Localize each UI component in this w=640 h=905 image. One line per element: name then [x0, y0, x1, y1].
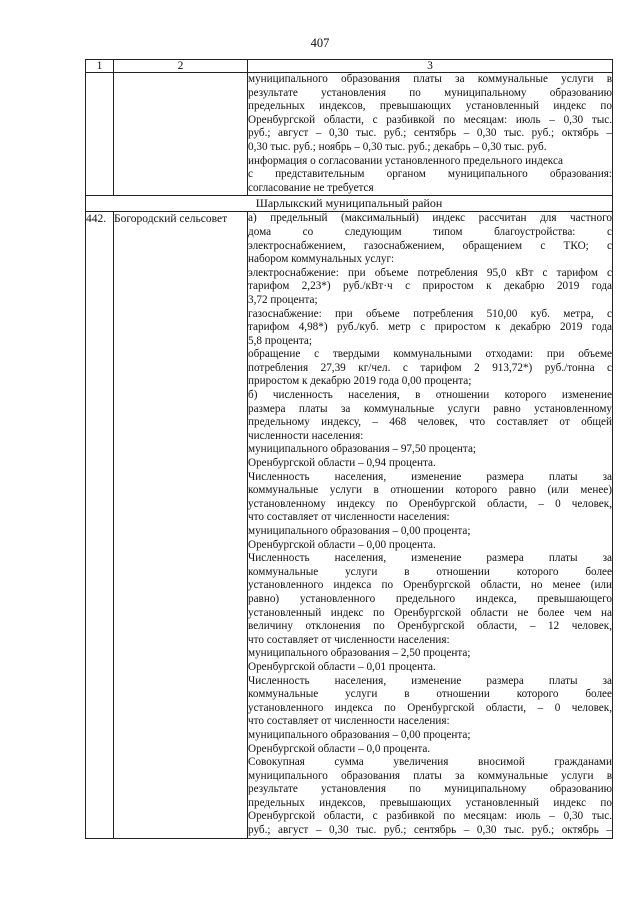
text-line: установленному индексу по Оренбургской области, – 0 человек, [248, 497, 612, 510]
text-line: согласование не требуется [248, 181, 374, 194]
text-line: размера платы за коммунальные услуги равно установленному [248, 402, 612, 415]
text-line: муниципального образования платы за коммунальные услуги в [248, 73, 612, 85]
text-line: предельных индексов, превышающих установленный индекс по [248, 100, 612, 113]
text-line: Численность населения, изменение размера платы за [248, 674, 612, 687]
text-line: Оренбургской области – 0,0 процента. [248, 742, 431, 755]
text-line: Оренбургской области, с разбивкой по месяцам: июль – 0,30 тыс. [248, 810, 612, 823]
text-line: что составляет от численности населения: [248, 633, 450, 646]
text-line: обращение с твердыми коммунальными отходами: при объеме [248, 348, 612, 361]
text-line: Совокупная сумма увеличения вносимой гражданами [248, 756, 612, 769]
data-table [85, 59, 613, 839]
text-line: Оренбургской области – 0,00 процента. [248, 538, 436, 551]
header-row [86, 60, 613, 73]
entry-name: Богородский сельсовет [114, 212, 248, 838]
text-line: равно) установленного предельного индекса, превышающего [248, 592, 612, 605]
text-line: 0,30 тыс. руб.; ноябрь – 0,30 тыс. руб.; декабрь – 0,30 тыс. руб. [248, 140, 547, 153]
text-line: с представительным органом муниципального образования: [248, 168, 612, 181]
text-line: величину отклонения по Оренбургской области, – 12 человек, [248, 620, 612, 633]
text-line: Оренбургской области – 0,01 процента. [248, 660, 436, 673]
text-line: Численность населения, изменение размера платы за [248, 470, 612, 483]
text-line: Численность населения, изменение размера платы за [248, 552, 612, 565]
district-row [86, 196, 613, 212]
text-line: результате установления по муниципальному образованию [248, 783, 612, 796]
entry-number: 442. [86, 212, 114, 838]
text-line: электроснабжением, газоснабжением, обращением с ТКО; с [248, 239, 612, 252]
text-line: муниципального образования платы за коммунальные услуги в [248, 769, 612, 782]
text-line: дома со следующим типом благоустройства: с [248, 225, 612, 238]
text-line: б) численность населения, в отношении которого изменение [248, 389, 612, 402]
text-line: потребления 27,39 кг/чел. с тарифом 2 913,72*) руб./тонна с [248, 361, 612, 374]
district-name: Шарлыкский муниципальный район [86, 196, 613, 212]
text-line: а) предельный (максимальный) индекс рассчитан для частного [248, 212, 612, 225]
text-line: муниципального образования – 0,00 процента; [248, 525, 471, 537]
text-line: численности населения: [248, 429, 364, 442]
header-col-3: 3 [248, 60, 613, 73]
text-line: предельных индексов, превышающих установленный индекс по [248, 796, 612, 809]
text-line: что составляет от численности населения: [248, 715, 450, 728]
entry-row [86, 212, 613, 838]
text-line: тарифом 4,98*) руб./куб. метр с приростом к декабрю 2019 года [248, 321, 612, 334]
text-line: информация о согласовании установленного предельного индекса [248, 154, 564, 167]
header-col-1: 1 [86, 60, 114, 73]
text-line: установленный индекс по Оренбургской области не более чем на [248, 606, 612, 619]
text-line: 3,72 процента; [248, 293, 318, 306]
text-line: коммунальные услуги в отношении которого более [248, 565, 612, 578]
text-line: муниципального образования – 2,50 процента; [248, 647, 471, 660]
text-line: Оренбургской области, с разбивкой по месяцам: июль – 0,30 тыс. [248, 113, 612, 126]
entry-text-cell [248, 212, 613, 838]
text-line: коммунальные услуги в отношении которого равно (или менее) [248, 484, 612, 497]
continuation-text-cell [248, 73, 613, 196]
continuation-name-cell [114, 73, 248, 196]
text-line: газоснабжение: при объеме потребления 510,00 куб. метра, с [248, 307, 612, 320]
page-number: 407 [310, 36, 330, 50]
continuation-number-cell [86, 73, 114, 196]
continuation-row [86, 73, 613, 196]
text-line: набором коммунальных услуг: [248, 253, 395, 266]
text-line: установленного индекса по Оренбургской области, но менее (или [248, 579, 612, 592]
text-line: руб.; август – 0,30 тыс. руб.; сентябрь – 0,30 тыс. руб.; октябрь – [248, 824, 612, 837]
header-col-2: 2 [114, 60, 248, 73]
text-line: 5,8 процента; [248, 334, 312, 347]
text-line: приростом к декабрю 2019 года 0,00 процента; [248, 375, 472, 388]
text-line: Оренбургской области – 0,94 процента. [248, 457, 436, 470]
text-line: муниципального образования – 97,50 процента; [248, 443, 477, 456]
text-line: руб.; август – 0,30 тыс. руб.; сентябрь – 0,30 тыс. руб.; октябрь – [248, 127, 612, 140]
text-line: тарифом 2,23*) руб./кВт·ч с приростом к декабрю 2019 года [248, 280, 612, 293]
text-line: предельному индексу, – 468 человек, что составляет от общей [248, 416, 612, 429]
text-line: что составляет от численности населения: [248, 511, 450, 524]
text-line: результате установления по муниципальному образованию [248, 86, 612, 99]
text-line: электроснабжение: при объеме потребления 95,0 кВт с тарифом с [248, 266, 612, 279]
text-line: муниципального образования – 0,00 процента; [248, 728, 471, 741]
text-line: коммунальные услуги в отношении которого более [248, 688, 612, 701]
text-line: установленного индекса по Оренбургской области, – 0 человек, [248, 701, 612, 714]
